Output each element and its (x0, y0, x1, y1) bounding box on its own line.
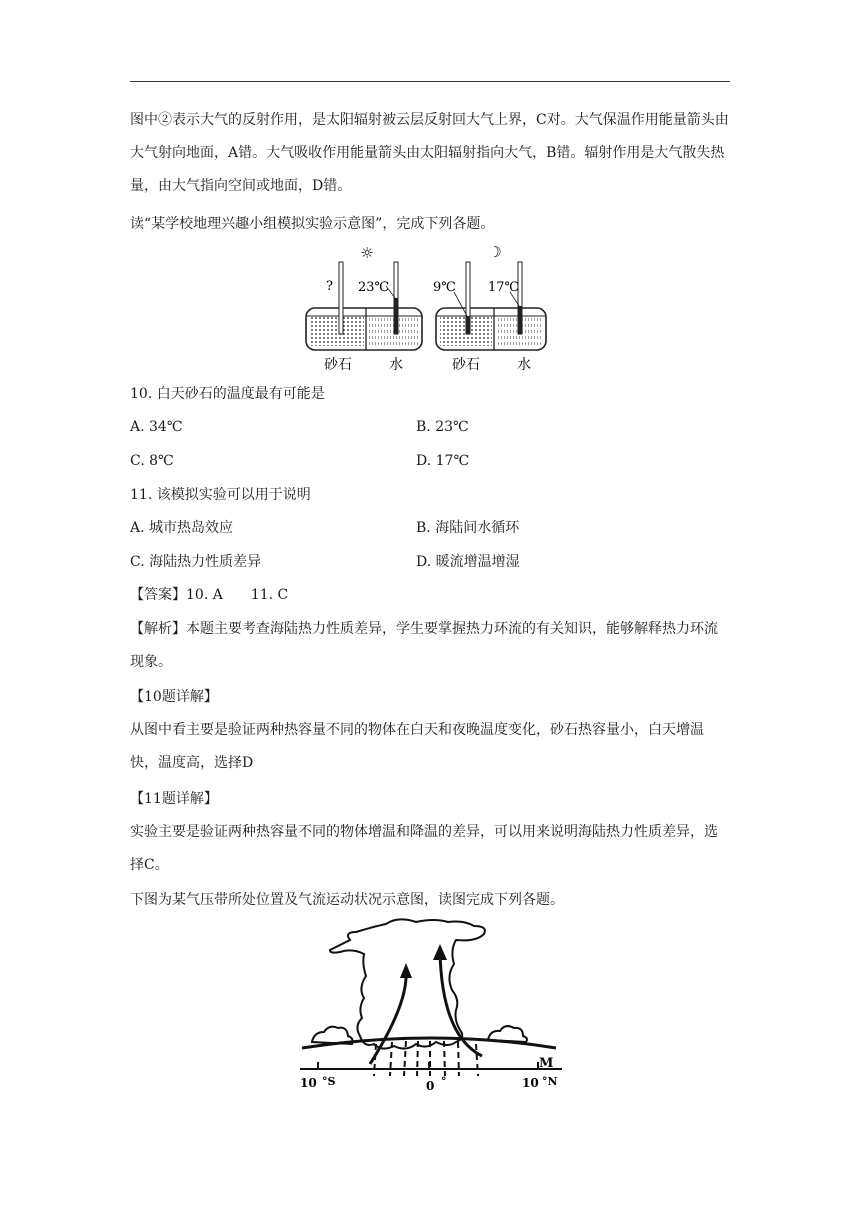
night-sand-temp: 9℃ (433, 280, 456, 295)
header-rule (130, 81, 730, 82)
day-sand-label: 砂石 (324, 357, 352, 373)
pressure-belt-figure (296, 916, 566, 1096)
night-sand-label: 砂石 (452, 357, 480, 373)
night-tray (436, 262, 546, 350)
intro-paragraph: 图中②表示大气的反射作用，是太阳辐射被云层反射回大气上界，C对。大气保温作用能量箭头由大气射向地面，A错。大气吸收作用能量箭头由太阳辐射指向大气，B错。辐射作用是大气散失热量，由大气指向空间或地面，D错。 (130, 112, 729, 194)
detail10-title: 【10题详解】 (130, 689, 218, 705)
q10-option-d: D. 17℃ (416, 453, 470, 469)
night-water-label: 水 (517, 357, 531, 373)
sun-icon: ☼ (360, 244, 374, 262)
tick-label-center-unit: ° (441, 1075, 447, 1088)
q10-stem: 10. 白天砂石的温度最有可能是 (130, 386, 325, 402)
q10-option-a: A. 34℃ (130, 419, 183, 435)
tick-label-left-unit: °S (322, 1075, 336, 1088)
day-water-label: 水 (389, 357, 403, 373)
experiment-figure (302, 240, 548, 374)
q11-option-d: D. 暖流增温增湿 (416, 554, 520, 570)
label-m: M (539, 1056, 554, 1071)
day-water-temp: 23℃ (358, 280, 390, 295)
detail10-body: 从图中看主要是验证两种热容量不同的物体在白天和夜晚温度变化，砂石热容量小，白天增温快，温度高，选择D (130, 722, 704, 771)
tick-label-center: 0 (426, 1079, 435, 1093)
moon-icon: ☽ (488, 243, 502, 261)
q11-option-a: A. 城市热岛效应 (130, 520, 234, 536)
cumulonimbus-cloud (330, 919, 485, 1048)
lead-in-1: 读“某学校地理兴趣小组模拟实验示意图”，完成下列各题。 (130, 216, 495, 232)
tick-label-left: 10 (300, 1076, 317, 1090)
lead-in-2: 下图为某气压带所处位置及气流运动状况示意图，读图完成下列各题。 (130, 892, 564, 908)
answer-line: 【答案】10. A 11. C (130, 587, 289, 603)
detail11-title: 【11题详解】 (130, 791, 218, 807)
night-water-temp: 17℃ (488, 280, 520, 295)
day-tray (306, 262, 422, 350)
tick-label-right: 10 (522, 1076, 539, 1090)
day-sand-question: ? (326, 279, 333, 294)
analysis-paragraph: 【解析】本题主要考查海陆热力性质差异，学生要掌握热力环流的有关知识，能够解释热力环流现象。 (130, 621, 718, 670)
q11-option-b: B. 海陆间水循环 (416, 520, 520, 536)
q10-option-c: C. 8℃ (130, 453, 174, 469)
tick-label-right-unit: °N (542, 1075, 558, 1088)
q10-option-b: B. 23℃ (416, 419, 469, 435)
detail11-body: 实验主要是验证两种热容量不同的物体增温和降温的差异，可以用来说明海陆热力性质差异，选择C。 (130, 824, 718, 873)
q11-option-c: C. 海陆热力性质差异 (130, 554, 262, 570)
q11-stem: 11. 该模拟实验可以用于说明 (130, 487, 311, 503)
